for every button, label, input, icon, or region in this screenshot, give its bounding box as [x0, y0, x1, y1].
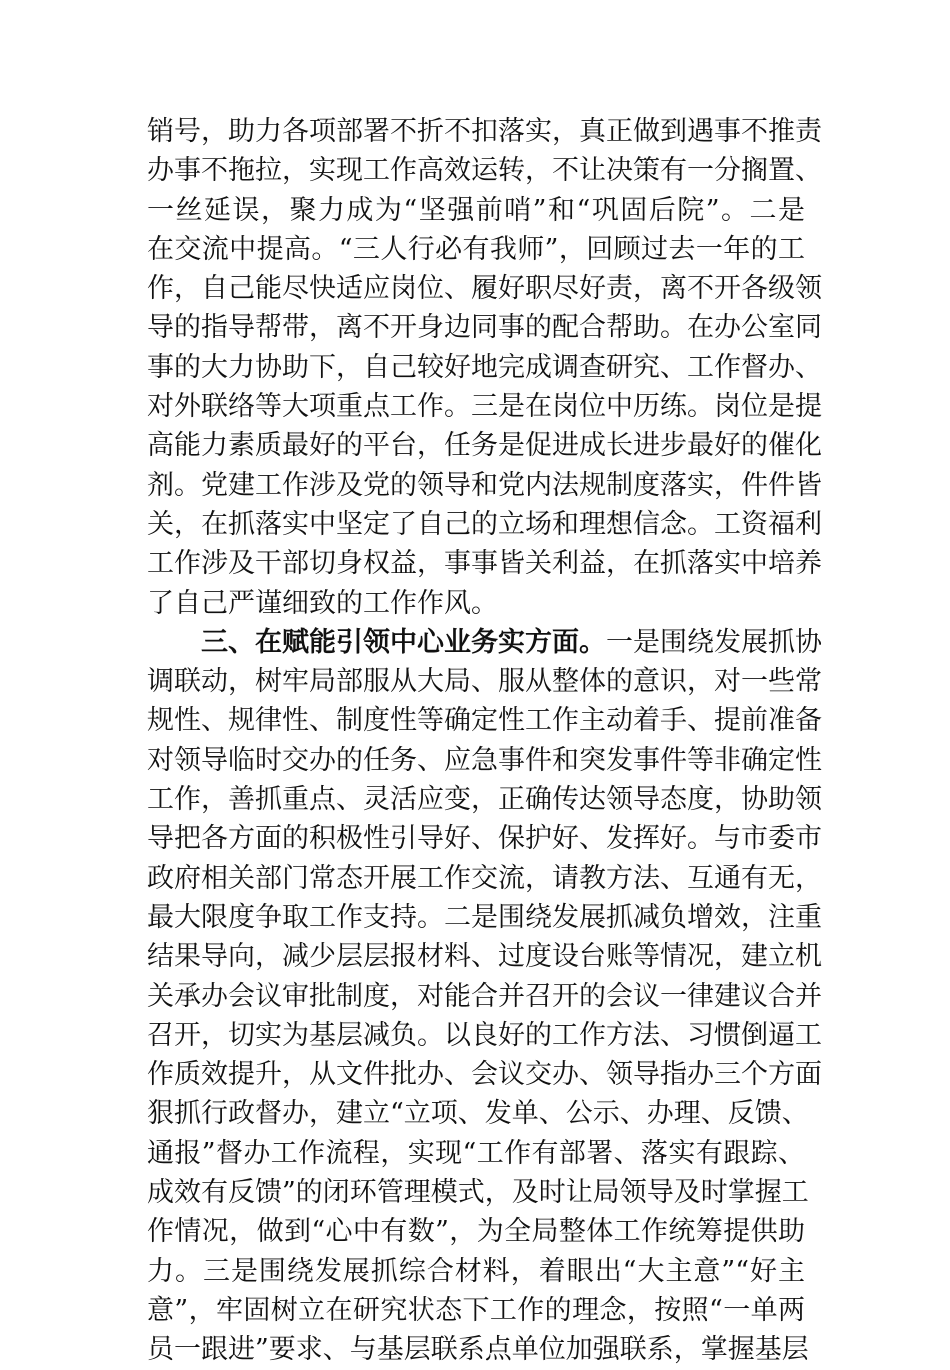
paragraph-line: 工作，善抓重点、灵活应变，正确传达领导态度，协助领 — [147, 784, 822, 816]
paragraph-line: 办事不拖拉，实现工作高效运转，不让决策有一分搁置、 — [147, 155, 822, 187]
paragraph-line: 作情况，做到“心中有数”，为全局整体工作统筹提供助 — [147, 1216, 805, 1248]
paragraph-line: 剂。党建工作涉及党的领导和党内法规制度落实，件件皆 — [147, 469, 822, 501]
paragraph-line: 结果导向，减少层层报材料、过度设台账等情况，建立机 — [147, 941, 822, 973]
paragraph-line: 一丝延误，聚力成为“坚强前哨”和“巩固后院”。二是 — [147, 194, 805, 226]
paragraph-line: 在交流中提高。“三人行必有我师”，回顾过去一年的工 — [147, 233, 805, 265]
paragraph-line: 导把各方面的积极性引导好、保护好、发挥好。与市委市 — [147, 823, 822, 855]
paragraph-line: 作，自己能尽快适应岗位、履好职尽好责，离不开各级领 — [147, 273, 822, 305]
paragraph-line: 通报”督办工作流程，实现“工作有部署、落实有跟踪、 — [147, 1137, 805, 1169]
section-heading-line — [147, 623, 822, 662]
paragraph-line: 狠抓行政督办，建立“立项、发单、公示、办理、反馈、 — [147, 1098, 809, 1130]
paragraph-line: 调联动，树牢局部服从大局、服从整体的意识，对一些常 — [147, 666, 822, 698]
paragraph-line: 意”，牢固树立在研究状态下工作的理念，按照“一单两 — [147, 1294, 805, 1326]
paragraph-line: 了自己严谨细致的工作作风。 — [147, 587, 498, 619]
paragraph-line: 力。三是围绕发展抓综合材料，着眼出“大主意”“好主 — [147, 1255, 805, 1287]
paragraph-line: 关承办会议审批制度，对能合并召开的会议一律建议合并 — [147, 980, 822, 1012]
paragraph-line: 最大限度争取工作支持。二是围绕发展抓减负增效，注重 — [147, 901, 822, 933]
paragraph-line: 销号，助力各项部署不折不扣落实，真正做到遇事不推责 — [147, 116, 822, 147]
paragraph-line: 对外联络等大项重点工作。三是在岗位中历练。岗位是提 — [147, 391, 822, 423]
paragraph-line: 召开，切实为基层减负。以良好的工作方法、习惯倒逼工 — [147, 1019, 822, 1051]
paragraph-line: 成效有反馈”的闭环管理模式，及时让局领导及时掌握工 — [147, 1177, 809, 1209]
document-page — [147, 112, 822, 1370]
paragraph-text: 一是围绕发展抓协 — [606, 626, 822, 658]
paragraph-line: 员一跟进”要求、与基层联系点单位加强联系，掌握基层 — [147, 1334, 809, 1366]
paragraph-line: 高能力素质最好的平台，任务是促进成长进步最好的催化 — [147, 430, 822, 462]
paragraph-line: 规性、规律性、制度性等确定性工作主动着手、提前准备 — [147, 705, 822, 737]
section-heading: 三、在赋能引领中心业务实方面。 — [201, 626, 606, 658]
paragraph-line: 作质效提升，从文件批办、会议交办、领导指办三个方面 — [147, 1059, 822, 1091]
paragraph-line: 对领导临时交办的任务、应急事件和突发事件等非确定性 — [147, 744, 822, 776]
paragraph-line: 事的大力协助下，自己较好地完成调查研究、工作督办、 — [147, 351, 822, 383]
paragraph-line: 关，在抓落实中坚定了自己的立场和理想信念。工资福利 — [147, 508, 822, 540]
paragraph-line: 政府相关部门常态开展工作交流，请教方法、互通有无， — [147, 862, 822, 894]
paragraph-line: 导的指导帮带，离不开身边同事的配合帮助。在办公室同 — [147, 312, 822, 344]
paragraph-line: 工作涉及干部切身权益，事事皆关利益，在抓落实中培养 — [147, 548, 822, 580]
